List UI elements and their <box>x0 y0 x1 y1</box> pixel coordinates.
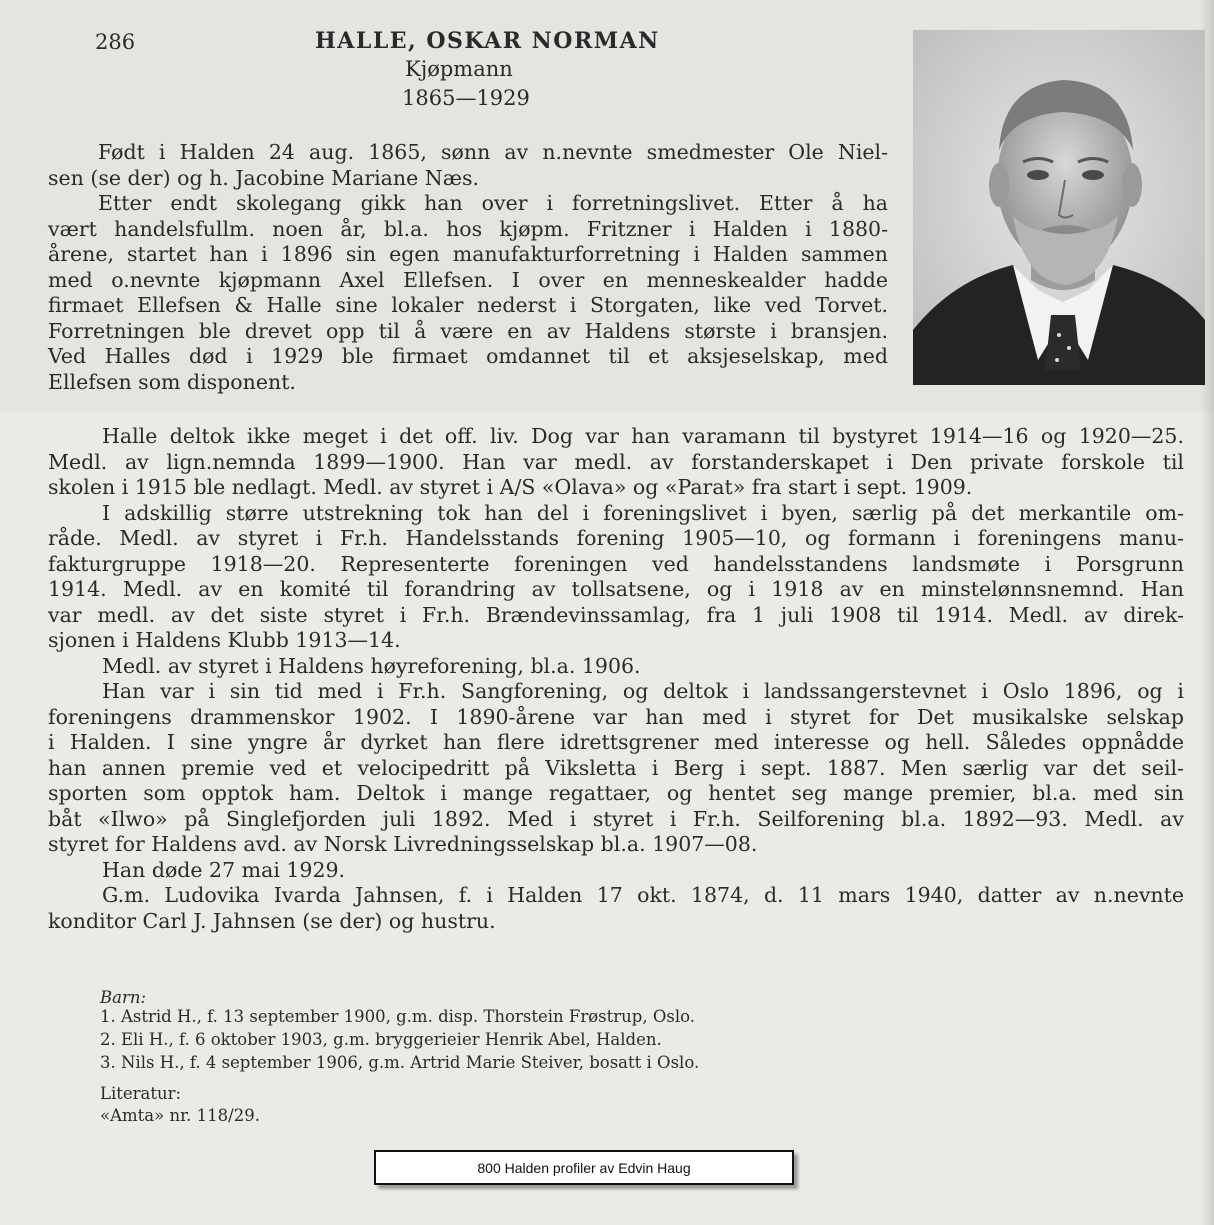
text-line: Forretningen ble drevet opp til å være en av Haldens største i bransjen. <box>48 318 888 343</box>
text-line: Ellefsen som disponent. <box>48 369 296 394</box>
text-line: han annen premie ved et velocipedritt på Viksletta i Berg i sept. 1887. Men særlig var det seil- <box>48 755 1184 780</box>
intro-paragraph <box>48 140 888 395</box>
page-number: 286 <box>95 30 136 54</box>
text-line: fakturgruppe 1918—20. Representerte foreningen ved handelsstandens landsmøte i Porsgrunn <box>48 551 1184 576</box>
text-line: sjonen i Haldens Klubb 1913—14. <box>48 628 401 652</box>
text-line: Etter endt skolegang gikk han over i forretningslivet. Etter å ha <box>98 191 888 215</box>
text-line: i Halden. I sine yngre år dyrket han flere idrettsgrener med interesse og hell. Således oppnådde <box>48 730 1184 754</box>
text-line: G.m. Ludovika Ivarda Jahnsen, f. i Halden 17 okt. 1874, d. 11 mars 1940, datter av n.nevnte <box>102 883 1184 907</box>
text-line: 1914. Medl. av en komité til forandring av tollsatsene, og i 1918 av en minstelønnsnemnd. Han <box>48 577 1184 601</box>
text-line: sporten som opptok ham. Deltok i mange regattaer, og hentet seg mange premier, bl.a. med sin <box>48 781 1184 805</box>
text-line: Født i Halden 24 aug. 1865, sønn av n.nevnte smedmester Ole Niel- <box>98 140 888 164</box>
children-heading: Barn: <box>100 988 147 1007</box>
literature-item: «Amta» nr. 118/29. <box>100 1106 260 1125</box>
body-text <box>48 424 1184 934</box>
occupation: Kjøpmann <box>405 57 513 81</box>
literature-heading: Literatur: <box>100 1084 182 1103</box>
child-entry: 1. Astrid H., f. 13 september 1900, g.m. disp. Thorstein Frøstrup, Oslo. <box>100 1007 695 1026</box>
text-line: var medl. av det siste styret i Fr.h. Brændevinssamlag, fra 1 juli 1908 til 1914. Medl. av direk- <box>48 602 1184 627</box>
text-line: konditor Carl J. Jahnsen (se der) og hustru. <box>48 908 496 933</box>
text-line: firmaet Ellefsen & Halle sine lokaler nederst i Storgaten, like ved Torvet. <box>48 293 888 317</box>
text-line: sen (se der) og h. Jacobine Mariane Næs. <box>48 165 480 190</box>
person-name: HALLE, OSKAR NORMAN <box>315 28 660 54</box>
text-line: I adskillig større utstrekning tok han del i foreningslivet i byen, særlig på det merkantile om- <box>102 500 1184 525</box>
text-line: Han døde 27 mai 1929. <box>102 857 346 882</box>
text-line: med o.nevnte kjøpmann Axel Ellefsen. I over en menneskealder hadde <box>48 267 888 292</box>
life-years: 1865—1929 <box>402 86 530 110</box>
footer-caption: 800 Halden profiler av Edvin Haug <box>374 1150 794 1185</box>
text-line: foreningens drammenskor 1902. I 1890-årene var han med i styret for Det musikalske selskap <box>48 704 1184 729</box>
text-line: Ved Halles død i 1929 ble firmaet omdannet til et aksjeselskap, med <box>48 344 888 368</box>
child-entry: 3. Nils H., f. 4 september 1906, g.m. Artrid Marie Steiver, bosatt i Oslo. <box>100 1053 700 1072</box>
text-line: Han var i sin tid med i Fr.h. Sangforening, og deltok i landssangerstevnet i Oslo 1896, og i <box>102 679 1184 703</box>
text-line: Medl. av styret i Haldens høyreforening, bl.a. 1906. <box>102 653 641 678</box>
text-line: Medl. av lign.nemnda 1899—1900. Han var medl. av forstanderskapet i Den private forskole til <box>48 449 1184 474</box>
text-line: båt «Ilwo» på Singlefjorden juli 1892. Med i styret i Fr.h. Seilforening bl.a. 1892—93. Medl. av <box>48 806 1184 831</box>
child-entry: 2. Eli H., f. 6 oktober 1903, g.m. bryggerieier Henrik Abel, Halden. <box>100 1030 662 1049</box>
text-line: styret for Haldens avd. av Norsk Livredningsselskap bl.a. 1907—08. <box>48 832 758 856</box>
text-line: råde. Medl. av styret i Fr.h. Handelsstands forening 1905—10, og formann i foreningens manu- <box>48 526 1184 550</box>
text-line: Halle deltok ikke meget i det off. liv. Dog var han varamann til bystyret 1914—16 og 1920—25. <box>102 424 1184 448</box>
portrait-photo <box>913 30 1205 385</box>
text-line: vært handelsfullm. noen år, bl.a. hos kjøpm. Fritzner i Halden i 1880- <box>48 216 888 241</box>
text-line: årene, startet han i 1896 sin egen manufakturforretning i Halden sammen <box>48 242 888 266</box>
portrait-icon <box>913 30 1205 385</box>
text-line: skolen i 1915 ble nedlagt. Medl. av styret i A/S «Olava» og «Parat» fra start i sept. 1909. <box>48 475 973 499</box>
